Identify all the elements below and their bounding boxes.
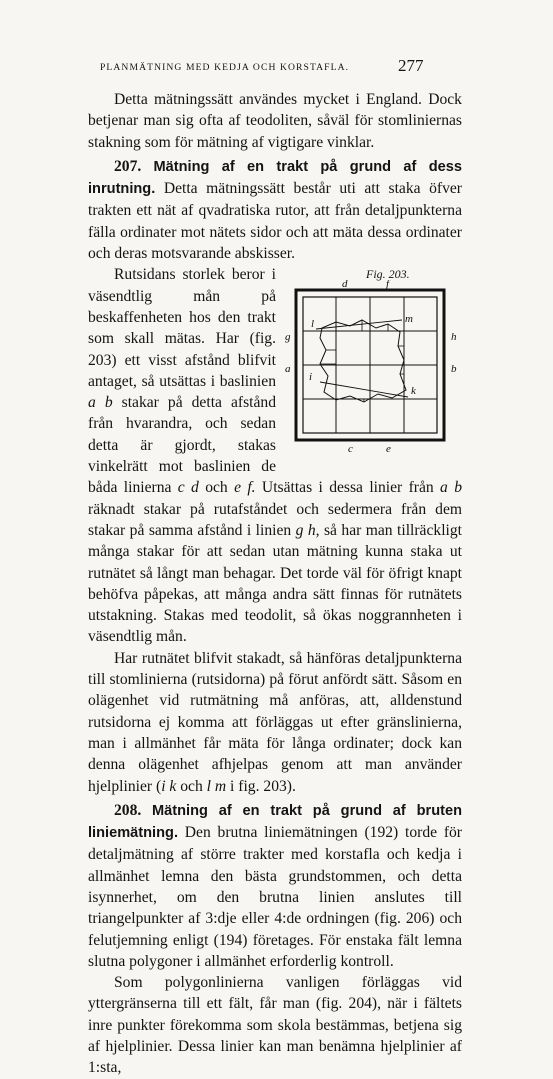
paragraph-rutsidans-a: Rutsidans storlek beror i väsendtlig mån på beskaffenheten hos den trakt som skall mätas. Har (fig. 203) ett visst afstånd blifvit antaget, så utsättas i baslinien <box>88 266 276 390</box>
label-g: g <box>285 331 291 344</box>
section-207-number: 207. <box>114 157 142 175</box>
paragraph-rutsidans-d: Utsättas i dessa linier från <box>255 479 441 497</box>
paragraph-rutsidans-c: och <box>198 479 235 497</box>
figure-caption: Fig. 203. <box>366 267 410 282</box>
paragraph-england-rest: Dock betjenar man sig ofta af teodoliten, såväl för stomliniernas stakning som för mätning af vigtigare vinklar. <box>88 91 462 151</box>
paragraph-polygonlinierna: Som polygonlinierna vanligen förläggas vid yttergränserna till ett fält, får man (fig. 204), när i fältets inre punkter förekomma som skola bestämmas, betjena sig af hjelplinier. Dessa linier kan man benämna hjelplinier af 1:sta, <box>88 974 462 1077</box>
symbol-ab: a b <box>88 394 113 412</box>
label-k: k <box>411 385 416 398</box>
label-h: h <box>451 331 457 344</box>
symbol-ik: i k <box>161 777 177 795</box>
paragraph-england <box>88 89 462 153</box>
paragraph-rutnatet-b: och <box>176 777 207 795</box>
section-207-text: Detta mätningssätt består uti att staka öfver trakten ett nät af qvadratiska rutor, att från detaljpunkterna fälla ordinater mot nätets sidor och att mäta dessa ordinater och deras motsvarande abskisser. <box>88 180 462 263</box>
label-a: a <box>285 363 291 376</box>
paragraph-england-line1: Detta mätningssätt användes mycket i England. <box>114 91 422 108</box>
paragraph-rutsidans-e: räknadt stakar på rutafståndet och sedermera från dem stakar på samma afstånd i linien <box>88 500 462 539</box>
section-208-number: 208. <box>114 801 142 819</box>
symbol-gh: g h, <box>295 521 320 539</box>
paragraph-rutsidans-b: stakar på detta afstånd från hvarandra, och sedan detta är gjordt, stakas vinkelrätt mot baslinien de båda linierna <box>88 394 276 497</box>
section-208-title: Mätning af en trakt på grund af bruten liniemätning. <box>88 802 462 842</box>
label-i: i <box>309 371 313 384</box>
paragraph-rutnatet <box>88 648 462 797</box>
helper-line-ik <box>320 382 408 397</box>
label-b: b <box>451 363 457 376</box>
paragraph-rutsidans <box>88 264 462 647</box>
symbol-lm: l m <box>206 777 227 795</box>
label-l: l <box>311 318 315 331</box>
label-d: d <box>342 280 348 291</box>
label-m: m <box>405 313 413 326</box>
figure-203-diagram <box>284 280 462 452</box>
figure-203 <box>284 264 462 454</box>
section-207-title: Mätning af en trakt på grund af dess inrutning. <box>88 158 462 198</box>
ordinate-ticks <box>320 320 404 402</box>
section-208 <box>88 800 462 972</box>
label-f: f <box>386 280 390 291</box>
page-header <box>0 56 553 80</box>
body-text <box>88 89 462 1079</box>
section-207 <box>88 156 462 264</box>
label-c: c <box>348 443 353 453</box>
paragraph-rutnatet-a: Har rutnätet blifvit stakadt, så hänföras detaljpunkterna till stomlinierna (rutsidorna) på förut anfördt sätt. Såsom en olägenhet vid rutmätning må anföras, att, alldenstund rutsidorna ej komma att förläggas ut efter gränslinierna, man i allmänhet får mäta för långa ordinater; dock kan denna olägenhet afhjelpas genom att man använder hjelplinier ( <box>88 649 462 795</box>
symbol-ef: e f. <box>234 479 256 497</box>
symbol-cd: c d <box>177 479 199 497</box>
grid-lines <box>296 290 444 440</box>
paragraph-rutsidans-f: så har man tillräckligt många stakar för att sedan utan mätning kunna staka ut rutnätet så långt man behagar. Det torde väl för öfrigt knapt behöfva påpekas, att många andra sätt finnas för rutnätets utstakning. Stakas med teodolit, så ökas noggrannheten i väsendtlig mån. <box>88 521 462 646</box>
label-e: e <box>386 443 391 453</box>
symbol-ab-2: a b <box>440 479 462 497</box>
paragraph-rutnatet-c: i fig. 203). <box>226 777 296 795</box>
page-number: 277 <box>398 56 424 75</box>
running-head: PLANMÄTNING MED KEDJA OCH KORSTAFLA. <box>100 62 350 73</box>
section-208-text: Den brutna liniemätningen (192) torde för detaljmätning af större trakter med korstafla och kedja i allmänhet lemna den bästa grundstommen, och detta isynnerhet, om den brutna linien anslutes till triangelpunkter af 3:dje eller 4:de ordningen (fig. 206) och felutjemning enligt (194) företages. För enstaka fält lemna slutna polygoner i allmänhet erforderlig kontroll. <box>88 824 462 970</box>
